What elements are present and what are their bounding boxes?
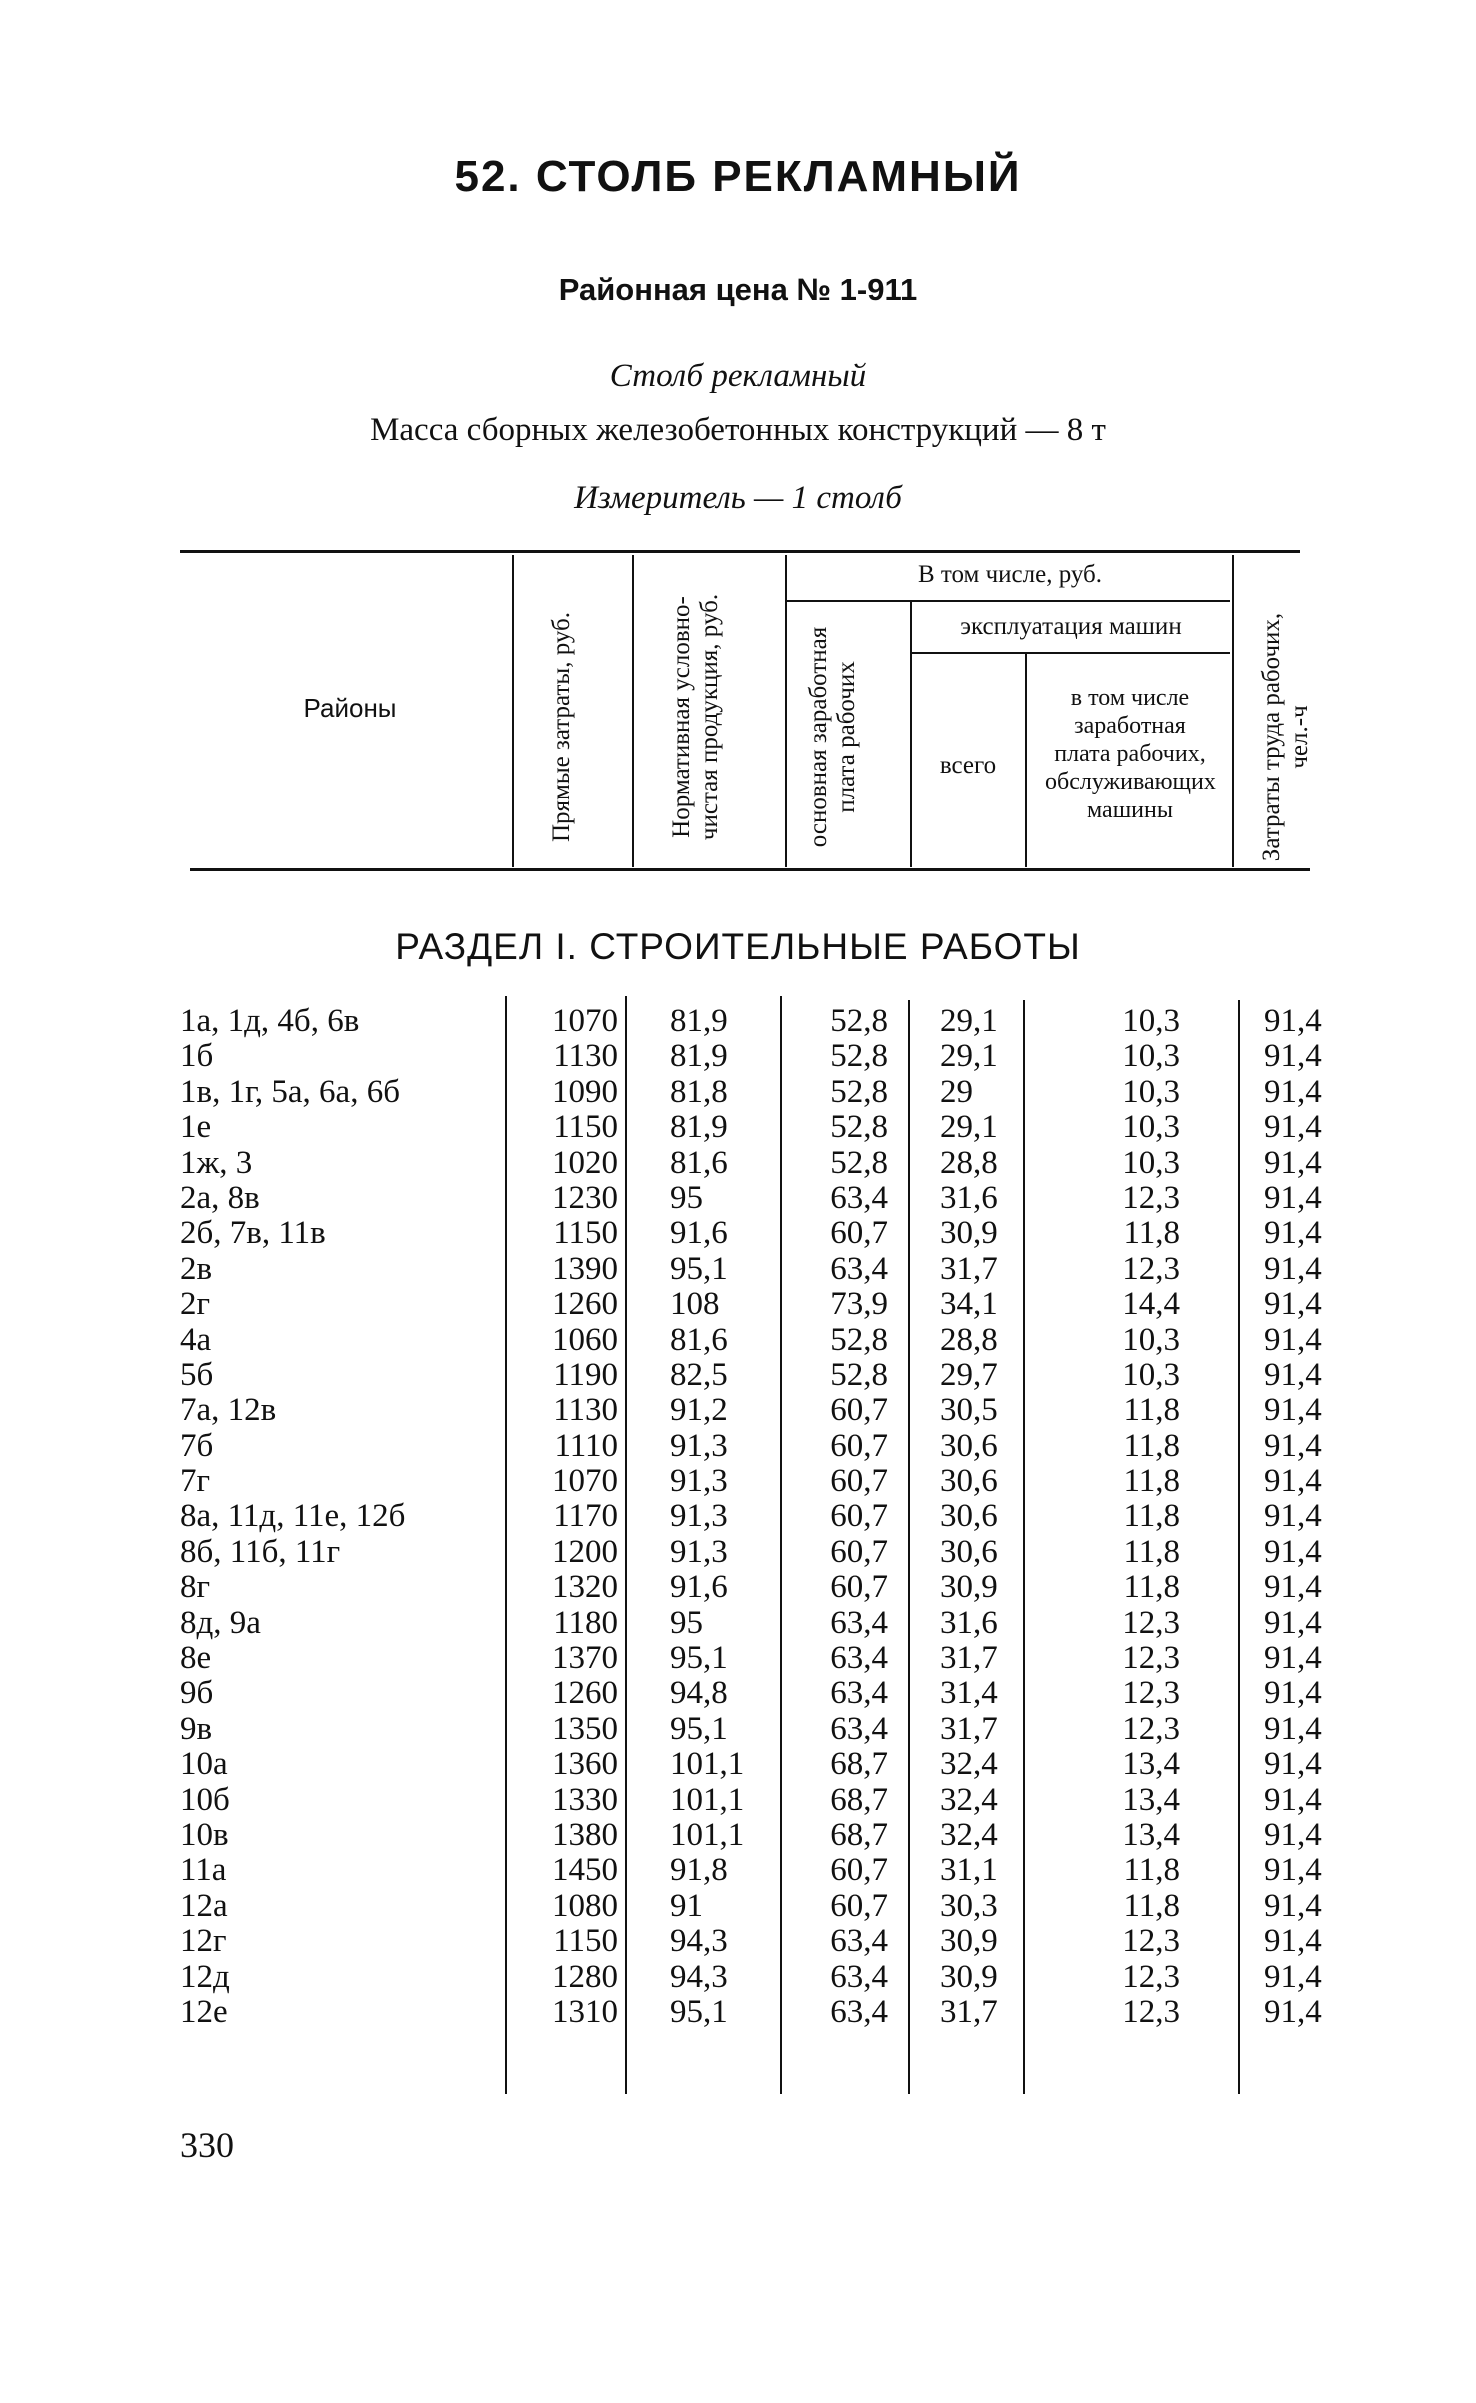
normative-cell: 81,8	[670, 1073, 728, 1110]
base-wage-cell: 68,7	[830, 1816, 888, 1853]
labor-cell: 91,4	[1264, 1640, 1322, 1677]
direct-cost-cell: 1150	[553, 1215, 618, 1252]
normative-cell: 81,6	[670, 1321, 728, 1358]
machines-total-cell: 30,9	[940, 1569, 998, 1606]
region-cell: 8е	[180, 1640, 212, 1677]
direct-cost-cell: 1330	[552, 1781, 618, 1818]
base-wage-cell: 60,7	[830, 1463, 888, 1500]
header-divider	[910, 602, 912, 867]
normative-cell: 94,3	[670, 1958, 728, 1995]
machines-wage-cell: 12,3	[1122, 1993, 1180, 2030]
region-cell: 9б	[180, 1675, 214, 1712]
labor-cell: 91,4	[1264, 1746, 1322, 1783]
base-wage-cell: 52,8	[830, 1144, 888, 1181]
labor-cell: 91,4	[1264, 1710, 1322, 1747]
machines-total-cell: 31,7	[940, 1710, 998, 1747]
labor-cell: 91,4	[1264, 1427, 1322, 1464]
table-row	[0, 1995, 1476, 2030]
base-wage-cell: 60,7	[830, 1498, 888, 1535]
normative-cell: 81,6	[670, 1144, 728, 1181]
labor-cell: 91,4	[1264, 1321, 1322, 1358]
table-row	[0, 1960, 1476, 1995]
machines-total-cell: 32,4	[940, 1816, 998, 1853]
table-row	[0, 1358, 1476, 1393]
table-row	[0, 1075, 1476, 1110]
machines-total-cell: 31,6	[940, 1179, 998, 1216]
table-row	[0, 1004, 1476, 1039]
normative-cell: 91,2	[670, 1392, 728, 1429]
machines-total-cell: 31,7	[940, 1640, 998, 1677]
normative-cell: 91,3	[670, 1427, 728, 1464]
normative-cell: 91	[670, 1887, 703, 1924]
machines-wage-cell: 13,4	[1122, 1816, 1180, 1853]
base-wage-cell: 60,7	[830, 1533, 888, 1570]
labor-cell: 91,4	[1264, 1144, 1322, 1181]
machines-wage-cell: 12,3	[1122, 1923, 1180, 1960]
machines-total-cell: 28,8	[940, 1321, 998, 1358]
region-cell: 2г	[180, 1286, 211, 1323]
direct-cost-cell: 1110	[554, 1427, 618, 1464]
base-wage-cell: 63,4	[830, 1993, 888, 2030]
direct-cost-cell: 1070	[552, 1463, 618, 1500]
table-row	[0, 1818, 1476, 1853]
direct-cost-cell: 1190	[553, 1356, 618, 1393]
machines-total-cell: 30,6	[940, 1427, 998, 1464]
machines-wage-cell: 11,8	[1123, 1392, 1180, 1429]
direct-cost-cell: 1260	[552, 1675, 618, 1712]
region-cell: 8г	[180, 1569, 211, 1606]
machines-total-cell: 34,1	[940, 1286, 998, 1323]
section-title: РАЗДЕЛ I. СТРОИТЕЛЬНЫЕ РАБОТЫ	[395, 926, 1081, 967]
base-wage-cell: 68,7	[830, 1781, 888, 1818]
base-wage-cell: 63,4	[830, 1640, 888, 1677]
labor-cell: 91,4	[1264, 1003, 1322, 1039]
normative-cell: 91,6	[670, 1569, 728, 1606]
direct-cost-cell: 1180	[553, 1604, 618, 1641]
table-row	[0, 1570, 1476, 1605]
region-cell: 1е	[180, 1109, 212, 1146]
table-row	[0, 1641, 1476, 1676]
region-cell: 8д, 9а	[180, 1604, 261, 1641]
direct-cost-cell: 1070	[552, 1003, 618, 1039]
labor-cell: 91,4	[1264, 1179, 1322, 1216]
machines-total-cell: 30,6	[940, 1533, 998, 1570]
table-row	[0, 1181, 1476, 1216]
machines-group-rule	[910, 652, 1230, 654]
region-cell: 11а	[180, 1852, 227, 1889]
labor-cell: 91,4	[1264, 1463, 1322, 1500]
direct-cost-cell: 1370	[552, 1640, 618, 1677]
direct-cost-cell: 1200	[552, 1533, 618, 1570]
base-wage-cell: 63,4	[830, 1958, 888, 1995]
direct-cost-cell: 1060	[552, 1321, 618, 1358]
direct-cost-cell: 1390	[552, 1250, 618, 1287]
machines-wage-cell: 12,3	[1122, 1179, 1180, 1216]
normative-cell: 101,1	[670, 1816, 745, 1853]
table-row	[0, 1429, 1476, 1464]
machines-wage-cell: 12,3	[1122, 1958, 1180, 1995]
region-cell: 7а, 12в	[180, 1392, 277, 1429]
labor-cell: 91,4	[1264, 1109, 1322, 1146]
base-wage-cell: 68,7	[830, 1746, 888, 1783]
header-incl-group: В том числе, руб.	[917, 561, 1103, 588]
normative-cell: 95	[670, 1604, 703, 1641]
labor-cell: 91,4	[1264, 1533, 1322, 1570]
labor-cell: 91,4	[1264, 1675, 1322, 1712]
labor-cell: 91,4	[1264, 1816, 1322, 1853]
header-machines-total: всего	[939, 752, 997, 779]
direct-cost-cell: 1450	[552, 1852, 618, 1889]
base-wage-cell: 60,7	[830, 1427, 888, 1464]
labor-cell: 91,4	[1264, 1250, 1322, 1287]
machines-total-cell: 30,9	[940, 1923, 998, 1960]
base-wage-cell: 60,7	[830, 1569, 888, 1606]
machines-wage-cell: 11,8	[1123, 1427, 1180, 1464]
price-label: Районная цена № 1-911	[558, 272, 918, 307]
machines-total-cell: 32,4	[940, 1746, 998, 1783]
machines-wage-cell: 12,3	[1122, 1710, 1180, 1747]
normative-cell: 101,1	[670, 1746, 745, 1783]
normative-cell: 91,3	[670, 1463, 728, 1500]
machines-wage-cell: 11,8	[1123, 1852, 1180, 1889]
base-wage-cell: 60,7	[830, 1215, 888, 1252]
normative-cell: 91,3	[670, 1533, 728, 1570]
machines-total-cell: 30,3	[940, 1887, 998, 1924]
header-direct-costs: Прямые затраты, руб.	[548, 611, 575, 843]
direct-cost-cell: 1080	[552, 1887, 618, 1924]
incl-group-rule	[785, 600, 1230, 602]
machines-wage-cell: 10,3	[1122, 1321, 1180, 1358]
labor-cell: 91,4	[1264, 1604, 1322, 1641]
base-wage-cell: 52,8	[830, 1109, 888, 1146]
table-row	[0, 1146, 1476, 1181]
direct-cost-cell: 1130	[553, 1392, 618, 1429]
region-cell: 12а	[180, 1887, 228, 1924]
table-row	[0, 1499, 1476, 1534]
direct-cost-cell: 1350	[552, 1710, 618, 1747]
machines-total-cell: 32,4	[940, 1781, 998, 1818]
base-wage-cell: 63,4	[830, 1710, 888, 1747]
labor-cell: 91,4	[1264, 1569, 1322, 1606]
labor-cell: 91,4	[1264, 1993, 1322, 2030]
normative-cell: 95,1	[670, 1710, 728, 1747]
header-normative: Нормативная условно-чистая продукция, руб.	[668, 593, 723, 841]
direct-cost-cell: 1280	[552, 1958, 618, 1995]
table-row	[0, 1924, 1476, 1959]
region-cell: 8б, 11б, 11г	[180, 1533, 341, 1570]
page-title: 52. СТОЛБ РЕКЛАМНЫЙ	[454, 152, 1022, 201]
table-row	[0, 1535, 1476, 1570]
machines-wage-cell: 10,3	[1122, 1073, 1180, 1110]
region-cell: 12е	[180, 1993, 228, 2030]
machines-total-cell: 30,5	[940, 1392, 998, 1429]
region-cell: 1б	[180, 1038, 214, 1075]
region-cell: 12г	[180, 1923, 227, 1960]
base-wage-cell: 63,4	[830, 1675, 888, 1712]
machines-total-cell: 30,6	[940, 1463, 998, 1500]
region-cell: 2а, 8в	[180, 1179, 260, 1216]
table-row	[0, 1323, 1476, 1358]
base-wage-cell: 63,4	[830, 1604, 888, 1641]
machines-total-cell: 31,1	[940, 1852, 998, 1889]
machines-total-cell: 29	[940, 1073, 973, 1110]
labor-cell: 91,4	[1264, 1038, 1322, 1075]
direct-cost-cell: 1150	[553, 1923, 618, 1960]
table-row	[0, 1853, 1476, 1888]
machines-wage-cell: 10,3	[1122, 1144, 1180, 1181]
machines-total-cell: 29,1	[940, 1109, 998, 1146]
table-row	[0, 1039, 1476, 1074]
direct-cost-cell: 1360	[552, 1746, 618, 1783]
direct-cost-cell: 1150	[553, 1109, 618, 1146]
direct-cost-cell: 1230	[552, 1179, 618, 1216]
table-row	[0, 1889, 1476, 1924]
direct-cost-cell: 1130	[553, 1038, 618, 1075]
header-base-wage: основная заработная плата рабочих	[805, 626, 860, 848]
labor-cell: 91,4	[1264, 1887, 1322, 1924]
machines-total-cell: 30,9	[940, 1215, 998, 1252]
normative-cell: 91,6	[670, 1215, 728, 1252]
region-cell: 1ж, 3	[180, 1144, 253, 1181]
machines-wage-cell: 14,4	[1122, 1286, 1180, 1323]
machines-wage-cell: 11,8	[1123, 1569, 1180, 1606]
region-cell: 7г	[180, 1463, 211, 1500]
labor-cell: 91,4	[1264, 1073, 1322, 1110]
unit-line: Измеритель — 1 столб	[574, 480, 902, 516]
machines-total-cell: 29,1	[940, 1003, 998, 1039]
region-cell: 4а	[180, 1321, 212, 1358]
direct-cost-cell: 1090	[552, 1073, 618, 1110]
data-table-body	[0, 1004, 1476, 2030]
header-machines-group: эксплуатация машин	[960, 613, 1182, 640]
labor-cell: 91,4	[1264, 1923, 1322, 1960]
table-row	[0, 1676, 1476, 1711]
labor-cell: 91,4	[1264, 1781, 1322, 1818]
base-wage-cell: 60,7	[830, 1887, 888, 1924]
region-cell: 1в, 1г, 5а, 6а, 6б	[180, 1073, 400, 1110]
direct-cost-cell: 1320	[552, 1569, 618, 1606]
labor-cell: 91,4	[1264, 1392, 1322, 1429]
labor-cell: 91,4	[1264, 1286, 1322, 1323]
machines-total-cell: 30,9	[940, 1958, 998, 1995]
normative-cell: 94,3	[670, 1923, 728, 1960]
normative-cell: 95	[670, 1179, 703, 1216]
region-cell: 7б	[180, 1427, 214, 1464]
normative-cell: 91,8	[670, 1852, 728, 1889]
header-divider	[632, 555, 634, 867]
machines-total-cell: 31,7	[940, 1250, 998, 1287]
machines-wage-cell: 10,3	[1122, 1109, 1180, 1146]
machines-wage-cell: 12,3	[1122, 1640, 1180, 1677]
table-row	[0, 1287, 1476, 1322]
machines-total-cell: 30,6	[940, 1498, 998, 1535]
normative-cell: 81,9	[670, 1003, 728, 1039]
table-row	[0, 1606, 1476, 1641]
machines-wage-cell: 11,8	[1123, 1463, 1180, 1500]
normative-cell: 95,1	[670, 1250, 728, 1287]
labor-cell: 91,4	[1264, 1215, 1322, 1252]
normative-cell: 95,1	[670, 1640, 728, 1677]
machines-wage-cell: 13,4	[1122, 1746, 1180, 1783]
labor-cell: 91,4	[1264, 1958, 1322, 1995]
direct-cost-cell: 1260	[552, 1286, 618, 1323]
region-cell: 1а, 1д, 4б, 6в	[180, 1003, 360, 1039]
normative-cell: 82,5	[670, 1356, 728, 1393]
machines-wage-cell: 10,3	[1122, 1356, 1180, 1393]
base-wage-cell: 60,7	[830, 1852, 888, 1889]
base-wage-cell: 52,8	[830, 1038, 888, 1075]
header-labor: Затраты труда рабочих, чел.-ч	[1258, 612, 1313, 862]
machines-wage-cell: 10,3	[1122, 1038, 1180, 1075]
region-cell: 10б	[180, 1781, 230, 1818]
base-wage-cell: 60,7	[830, 1392, 888, 1429]
region-cell: 2б, 7в, 11в	[180, 1215, 326, 1252]
direct-cost-cell: 1380	[552, 1816, 618, 1853]
labor-cell: 91,4	[1264, 1852, 1322, 1889]
normative-cell: 81,9	[670, 1109, 728, 1146]
base-wage-cell: 52,8	[830, 1356, 888, 1393]
machines-total-cell: 29,7	[940, 1356, 998, 1393]
machines-wage-cell: 11,8	[1123, 1498, 1180, 1535]
direct-cost-cell: 1310	[552, 1993, 618, 2030]
region-cell: 10в	[180, 1816, 229, 1853]
base-wage-cell: 63,4	[830, 1250, 888, 1287]
header-divider	[785, 555, 787, 867]
machines-wage-cell: 11,8	[1123, 1533, 1180, 1570]
object-name: Столб рекламный	[609, 358, 867, 394]
region-cell: 5б	[180, 1356, 214, 1393]
machines-wage-cell: 12,3	[1122, 1675, 1180, 1712]
table-row	[0, 1216, 1476, 1251]
normative-cell: 108	[670, 1286, 720, 1323]
region-cell: 9в	[180, 1710, 213, 1747]
base-wage-cell: 52,8	[830, 1073, 888, 1110]
machines-total-cell: 29,1	[940, 1038, 998, 1075]
machines-wage-cell: 10,3	[1122, 1003, 1180, 1039]
mass-line: Масса сборных железобетонных конструкций — 8 т	[370, 412, 1106, 448]
header-machines-wage: в том числе заработная плата рабочих, обслуживающих машины	[1045, 685, 1216, 823]
table-row	[0, 1110, 1476, 1145]
machines-total-cell: 28,8	[940, 1144, 998, 1181]
direct-cost-cell: 1170	[553, 1498, 618, 1535]
header-top-rule	[180, 550, 1300, 553]
machines-wage-cell: 11,8	[1123, 1887, 1180, 1924]
header-bottom-rule	[190, 868, 1310, 871]
machines-wage-cell: 12,3	[1122, 1250, 1180, 1287]
header-divider	[1025, 654, 1027, 867]
machines-total-cell: 31,7	[940, 1993, 998, 2030]
table-row	[0, 1747, 1476, 1782]
normative-cell: 94,8	[670, 1675, 728, 1712]
machines-wage-cell: 11,8	[1123, 1215, 1180, 1252]
base-wage-cell: 63,4	[830, 1179, 888, 1216]
region-cell: 2в	[180, 1250, 213, 1287]
base-wage-cell: 52,8	[830, 1003, 888, 1039]
base-wage-cell: 73,9	[830, 1286, 888, 1323]
machines-wage-cell: 13,4	[1122, 1781, 1180, 1818]
table-row	[0, 1712, 1476, 1747]
table-row	[0, 1393, 1476, 1428]
normative-cell: 95,1	[670, 1993, 728, 2030]
normative-cell: 81,9	[670, 1038, 728, 1075]
header-divider	[512, 555, 514, 867]
table-row	[0, 1464, 1476, 1499]
machines-total-cell: 31,6	[940, 1604, 998, 1641]
region-cell: 10а	[180, 1746, 228, 1783]
normative-cell: 91,3	[670, 1498, 728, 1535]
region-cell: 8а, 11д, 11е, 12б	[180, 1498, 406, 1535]
machines-total-cell: 31,4	[940, 1675, 998, 1712]
labor-cell: 91,4	[1264, 1356, 1322, 1393]
page-number: 330	[180, 2125, 234, 2165]
header-divider	[1232, 555, 1234, 867]
table-row	[0, 1783, 1476, 1818]
machines-wage-cell: 12,3	[1122, 1604, 1180, 1641]
labor-cell: 91,4	[1264, 1498, 1322, 1535]
base-wage-cell: 52,8	[830, 1321, 888, 1358]
table-row	[0, 1252, 1476, 1287]
normative-cell: 101,1	[670, 1781, 745, 1818]
header-regions: Районы	[303, 693, 397, 723]
region-cell: 12д	[180, 1958, 230, 1995]
base-wage-cell: 63,4	[830, 1923, 888, 1960]
direct-cost-cell: 1020	[552, 1144, 618, 1181]
